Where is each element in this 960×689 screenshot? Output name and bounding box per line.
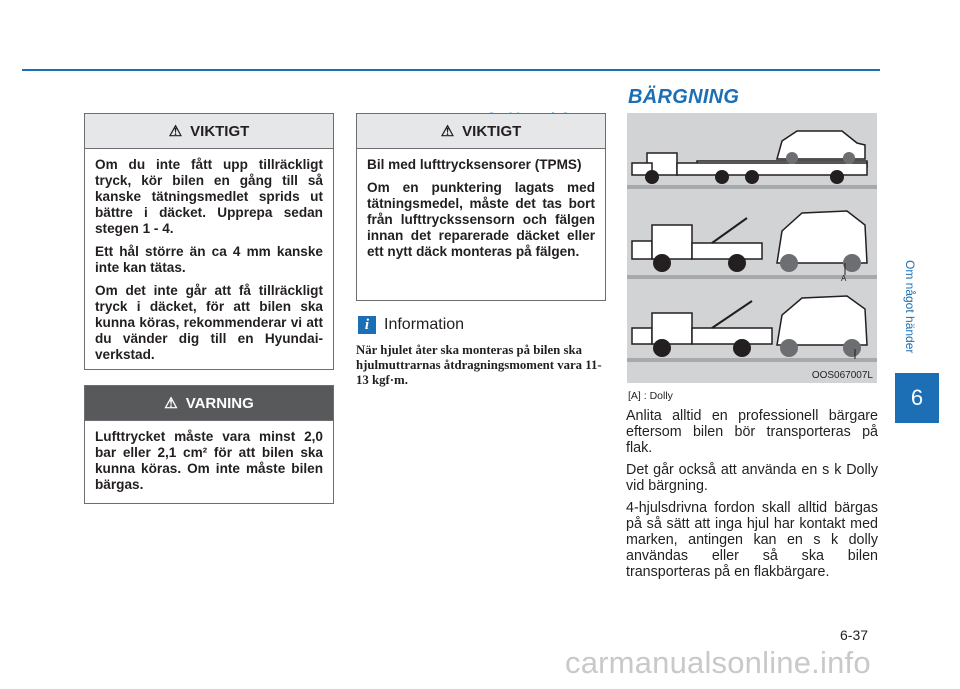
paragraph: Anlita alltid en professionell bärgare eftersom bilen bör transporteras på flak. (626, 408, 878, 456)
paragraph: 4-hjulsdrivna fordon skall alltid bärgas på så sätt att inga hjul har kontakt med marken, antingen kan en s k dolly användas eller så ska bilen transporteras på en flakbärgare. (626, 500, 878, 580)
viktigt-header (357, 114, 605, 149)
viktigt-box-middle (356, 113, 606, 301)
information-heading (358, 316, 464, 334)
varning-body (85, 421, 333, 508)
viktigt-title: VIKTIGT (190, 122, 250, 140)
warning-triangle-icon: ⚠ (168, 123, 183, 140)
paragraph: Det går också att använda en s k Dolly vid bärgning. (626, 462, 878, 494)
top-rule (22, 69, 880, 71)
page-number: 6-37 (840, 627, 869, 643)
wheel-lift-truck-icon (627, 211, 877, 283)
varning-title: VARNING (185, 394, 254, 412)
dolly-label-a: A (841, 274, 847, 283)
towing-text (626, 408, 878, 586)
viktigt-box-left (84, 113, 334, 370)
flatbed-truck-icon (627, 131, 877, 189)
info-icon: i (358, 316, 376, 334)
varning-box (84, 385, 334, 504)
information-title: Information (384, 316, 465, 333)
viktigt-title: VIKTIGT (462, 122, 522, 140)
paragraph: Bil med lufttrycksensorer (TPMS) (367, 157, 582, 172)
paragraph: Om en punktering lagats med tätningsmedel, måste det tas bort från lufttryckssensorn och fälgen innan det reparerade däcket eller ett nytt däck monteras på fälgen. (367, 180, 595, 259)
dolly-tow-truck-icon (627, 296, 877, 362)
paragraph: Om det inte går att få tillräckligt tryck i däcket, för att bilen ska kunna köras, rekommenderar vi att du vänder dig till en Hyundai-verkstad. (95, 283, 323, 362)
warning-triangle-icon: ⚠ (164, 395, 178, 412)
section-title: BÄRGNING (628, 86, 740, 108)
paragraph: Ett hål större än ca 4 mm kanske inte kan tätas. (95, 244, 323, 275)
varning-header (85, 386, 333, 421)
figure-code: OOS067007L (811, 370, 873, 381)
warning-triangle-icon: ⚠ (440, 123, 455, 140)
figure-caption: [A] : Dolly (628, 390, 673, 402)
chapter-tab: 6 (895, 373, 939, 423)
viktigt-header (85, 114, 333, 149)
paragraph: Om du inte fått upp tillräckligt tryck, kör bilen en gång till så kanske tätningsmedlet sprids ut bättre i däcket. Upprepa sedan stegen 1 - 4. (95, 157, 323, 236)
section-side-label: Om något händer (903, 260, 917, 354)
information-text: När hjulet åter ska monteras på bilen ska hjulmuttrarnas åtdragningsmoment vara 11-13 kgf·m. (356, 343, 602, 387)
tow-truck-drawing (627, 113, 877, 383)
towing-illustration (627, 113, 877, 383)
viktigt-body (357, 149, 605, 275)
paragraph: Lufttrycket måste vara minst 2,0 bar eller 2,1 cm² för att bilen ska kunna köras. Om inte måste bilen bärgas. (95, 429, 323, 492)
watermark-bottom[interactable]: carmanualsonline.info (565, 645, 871, 680)
viktigt-body (85, 149, 333, 378)
